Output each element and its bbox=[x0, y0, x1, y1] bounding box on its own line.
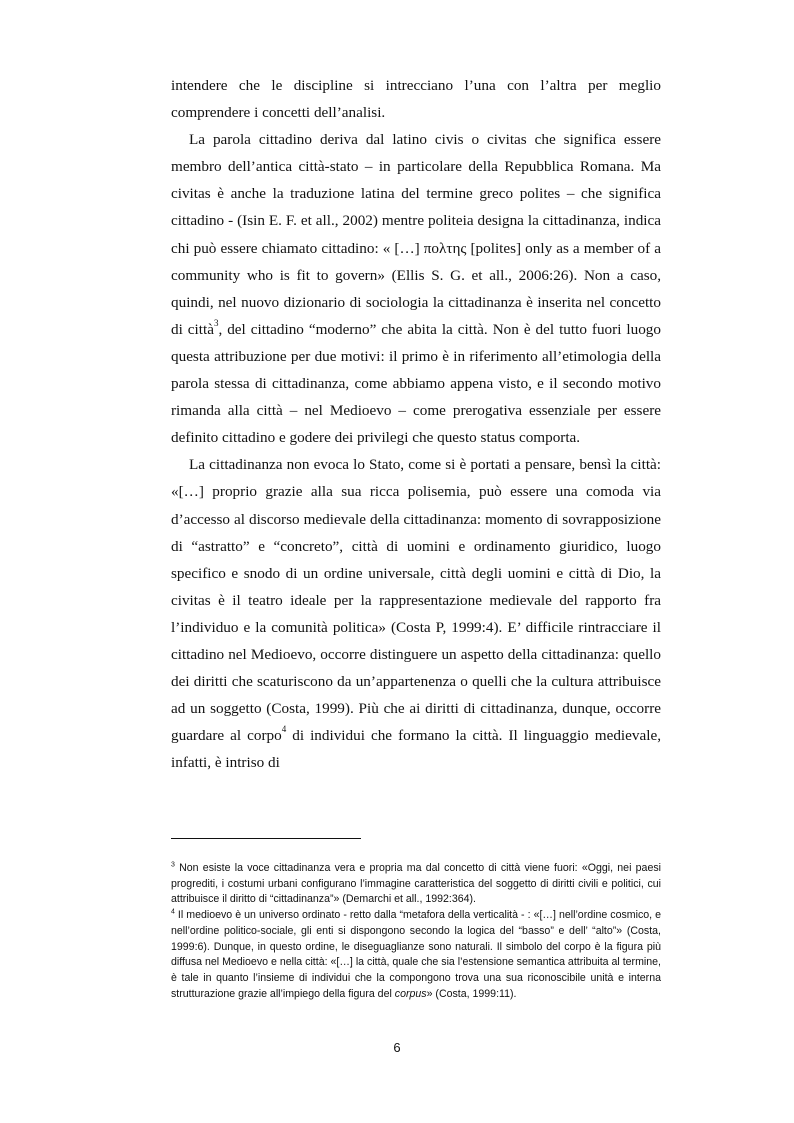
footnote-text: Il medioevo è un universo ordinato - retto dalla “metafora della verticalità - : «[…] nell’ordine cosmico, e nell’ordine politico-sociale, gli enti si dispongono secondo la logica del “basso” e dell’ “alto”» (Costa, 1999:6). Dunque, in questo ordine, le diseguaglianze sono naturali. Il simbolo del corpo è la figura più diffusa nel Medioevo e nella città: «[…] la città, quale che sia l’estensione semantica attribuita al termine, è tale in quanto l’insieme di individui che la compongono trova una sua riconoscibile unità e interna strutturazione grazie all’impiego della figura del bbox=[171, 909, 661, 1000]
footnote-3 bbox=[171, 861, 661, 908]
footnote-number: 3 bbox=[171, 861, 175, 869]
paragraph-text: di individui che formano la città. Il linguaggio medievale, infatti, è intriso di bbox=[171, 727, 661, 772]
footnote-ref-3[interactable]: 3 bbox=[213, 317, 219, 328]
footnote-text: » (Costa, 1999:11). bbox=[426, 987, 517, 1000]
paragraph-text: intendere che le discipline si intrecciano l’una con l’altra per meglio comprendere i concetti dell’analisi. bbox=[171, 77, 661, 122]
paragraph-cittadinanza-citta bbox=[171, 451, 661, 776]
footnote-ref-4[interactable]: 4 bbox=[281, 724, 287, 735]
paragraph-text: La parola cittadino deriva dal latino civis o civitas che significa essere membro dell’antica città-stato – in particolare della Repubblica Romana. Ma civitas è anche la traduzione latina del termine greco polites – che significa cittadino - (Isin E. F. et all., 2002) mentre politeia designa la cittadinanza, indica chi può essere chiamato cittadino: « […] πολτης [polites] only as a member of a community who is fit to govern» (Ellis S. G. et all., 2006:26). Non a caso, quindi, nel nuovo dizionario di sociologia la cittadinanza è inserita nel concetto di città bbox=[171, 131, 661, 338]
paragraph-continuation bbox=[171, 72, 661, 126]
footnote-italic-term: corpus bbox=[394, 987, 427, 1000]
main-body-text bbox=[171, 72, 661, 776]
paragraph-text: La cittadinanza non evoca lo Stato, come si è portati a pensare, bensì la città: «[…] proprio grazie alla sua ricca polisemia, può essere una comoda via d’accesso al discorso medievale della cittadinanza: momento di sovrapposizione di “astratto” e “concreto”, città di uomini e ordinamento giuridico, luogo specifico e snodo di un ordine universale, città degli uomini e città di Dio, la civitas è il teatro ideale per la rappresentazione medievale del rapporto fra l’individuo e la comunità politica» (Costa P, 1999:4). E’ difficile rintracciare il cittadino nel Medioevo, occorre distinguere un aspetto della cittadinanza: quello dei diritti che scaturiscono da un’appartenenza o quelli che la cultura attribuisce ad un soggetto (Costa, 1999). Più che ai diritti di cittadinanza, dunque, occorre guardare al corpo bbox=[171, 456, 661, 745]
footnote-number: 4 bbox=[171, 908, 175, 916]
paragraph-cittadino-etymology bbox=[171, 126, 661, 451]
footnote-4 bbox=[171, 908, 661, 1002]
page-number: 6 bbox=[393, 1040, 401, 1055]
paragraph-text: , del cittadino “moderno” che abita la città. Non è del tutto fuori luogo questa attribuzione per due motivi: il primo è in riferimento all’etimologia della parola stessa di cittadinanza, come abbiamo appena visto, e il secondo motivo rimanda alla città – nel Medioevo – come prerogativa essenziale per essere definito cittadino e godere dei privilegi che questo status comporta. bbox=[171, 320, 661, 447]
footnote-separator bbox=[171, 838, 361, 839]
footnotes-section bbox=[171, 861, 661, 1002]
footnote-text: Non esiste la voce cittadinanza vera e propria ma dal concetto di città viene fuori: «Oggi, nei paesi progrediti, i costumi urbani configurano l’immagine caratteristica del soggetto di diritti civili e politici, cui attribuisce il diritto di “cittadinanza”» (Demarchi et all., 1992:364). bbox=[171, 862, 661, 906]
